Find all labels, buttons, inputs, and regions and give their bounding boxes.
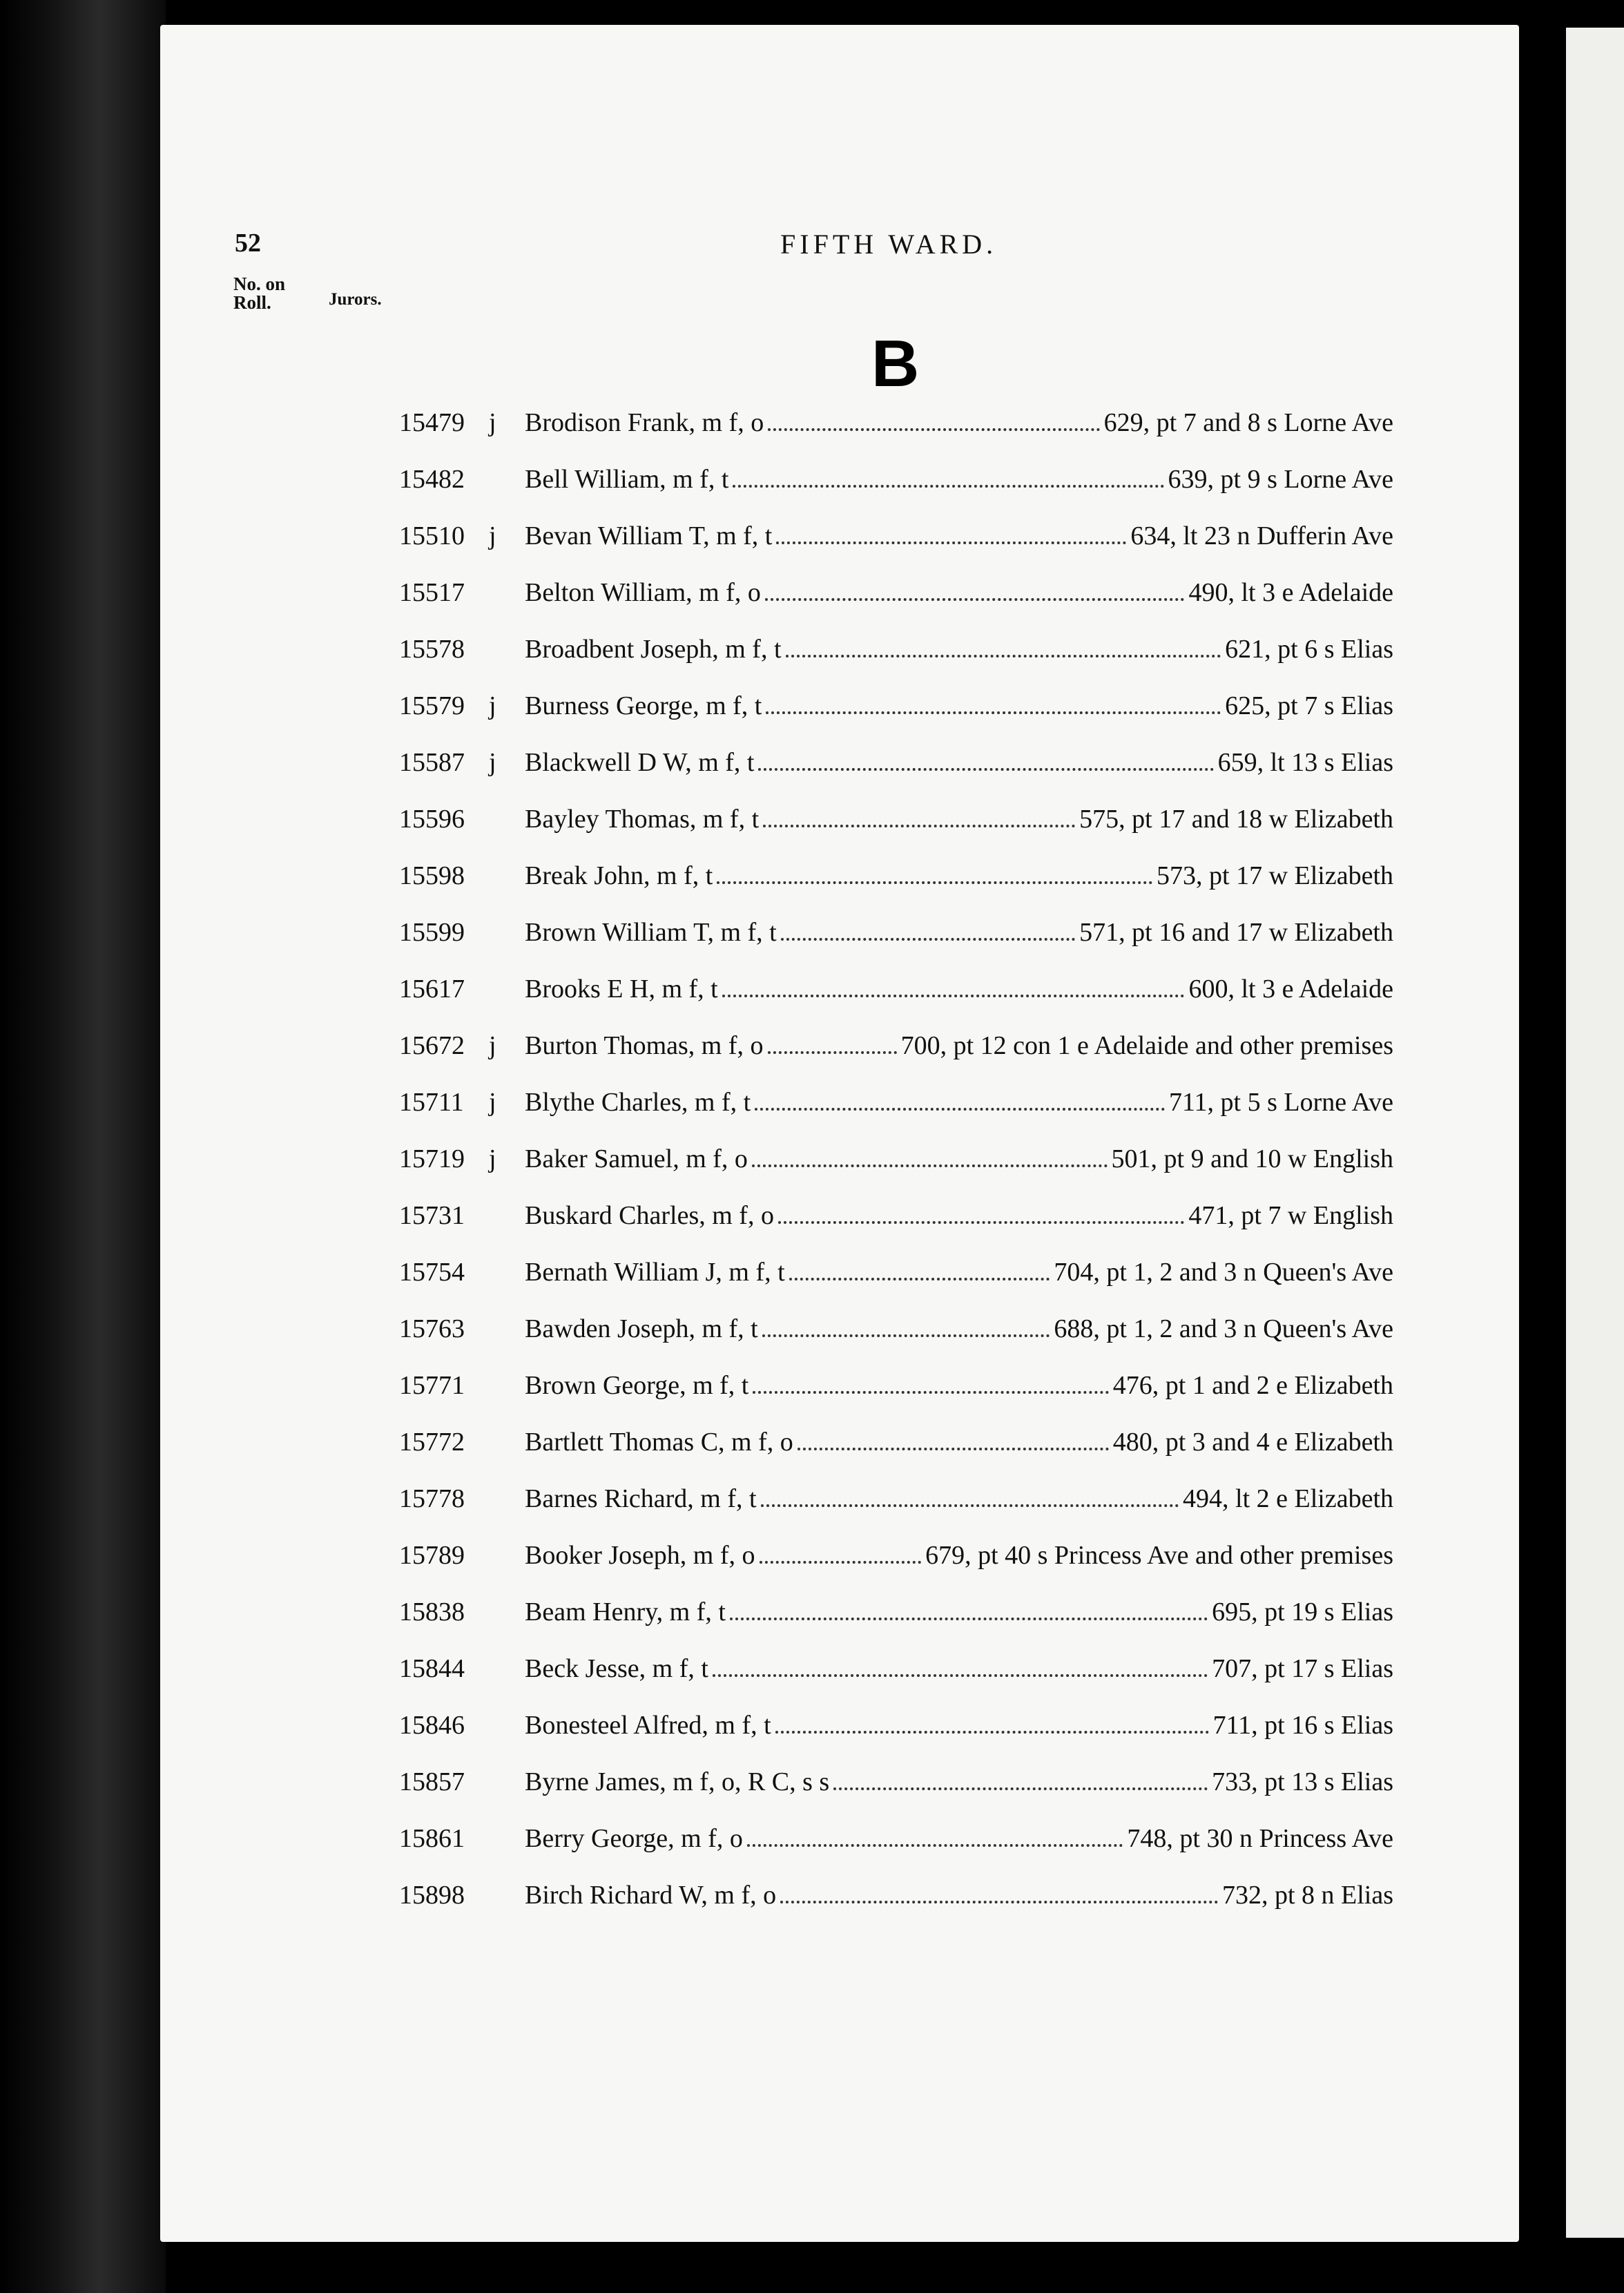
roll-number: 15479 bbox=[399, 408, 465, 437]
roll-number: 15598 bbox=[399, 861, 465, 890]
juror-mark: j bbox=[489, 691, 496, 720]
voter-name: Blackwell D W, m f, t bbox=[525, 748, 755, 777]
list-item bbox=[394, 974, 1402, 1030]
dot-leader bbox=[722, 977, 1185, 997]
dot-leader bbox=[789, 1260, 1050, 1280]
book-spine-shadow bbox=[0, 0, 166, 2293]
dot-leader bbox=[786, 637, 1221, 658]
voter-name: Burton Thomas, m f, o bbox=[525, 1031, 764, 1060]
voter-name: Bonesteel Alfred, m f, t bbox=[525, 1711, 771, 1740]
entry-description bbox=[525, 1314, 1393, 1344]
dot-leader bbox=[781, 920, 1075, 941]
voter-name: Berry George, m f, o bbox=[525, 1824, 743, 1853]
entry-description bbox=[525, 1710, 1393, 1740]
property-description: 476, pt 1 and 2 e Elizabeth bbox=[1112, 1371, 1393, 1400]
voter-name: Bevan William T, m f, t bbox=[525, 521, 773, 550]
roll-number: 15711 bbox=[399, 1088, 464, 1117]
juror-mark: j bbox=[489, 1144, 496, 1173]
entry-description bbox=[525, 521, 1393, 551]
property-description: 571, pt 16 and 17 w Elizabeth bbox=[1079, 918, 1393, 947]
property-description: 494, lt 2 e Elizabeth bbox=[1183, 1484, 1393, 1513]
property-description: 634, lt 23 n Dufferin Ave bbox=[1130, 521, 1393, 550]
list-item bbox=[394, 1540, 1402, 1597]
roll-number: 15771 bbox=[399, 1371, 465, 1400]
dot-leader bbox=[775, 1713, 1209, 1734]
entry-description bbox=[525, 1144, 1393, 1174]
entry-description bbox=[525, 861, 1393, 891]
list-item bbox=[394, 1144, 1402, 1200]
list-item bbox=[394, 804, 1402, 861]
dot-leader bbox=[768, 1033, 897, 1054]
voter-name: Brooks E H, m f, t bbox=[525, 975, 718, 1004]
voter-name: Bawden Joseph, m f, t bbox=[525, 1314, 758, 1343]
entry-description bbox=[525, 407, 1393, 438]
property-description: 621, pt 6 s Elias bbox=[1225, 635, 1393, 664]
voter-list bbox=[394, 407, 1402, 1937]
roll-number: 15587 bbox=[399, 748, 465, 777]
juror-mark: j bbox=[489, 748, 496, 777]
property-description: 711, pt 5 s Lorne Ave bbox=[1168, 1088, 1393, 1117]
list-item bbox=[394, 1087, 1402, 1144]
dot-leader bbox=[776, 524, 1126, 544]
entry-description bbox=[525, 917, 1393, 948]
property-description: 480, pt 3 and 4 e Elizabeth bbox=[1112, 1428, 1393, 1457]
dot-leader bbox=[755, 1090, 1165, 1111]
roll-number: 15596 bbox=[399, 805, 465, 834]
list-item bbox=[394, 747, 1402, 804]
entry-description bbox=[525, 1880, 1393, 1910]
list-item bbox=[394, 1823, 1402, 1880]
dot-leader bbox=[768, 410, 1099, 431]
voter-name: Barnes Richard, m f, t bbox=[525, 1484, 757, 1513]
list-item bbox=[394, 691, 1402, 747]
property-description: 490, lt 3 e Adelaide bbox=[1188, 578, 1393, 607]
entry-description bbox=[525, 1823, 1393, 1854]
roll-number: 15578 bbox=[399, 635, 465, 664]
entry-description bbox=[525, 634, 1393, 664]
roll-number: 15838 bbox=[399, 1598, 465, 1627]
property-description: 575, pt 17 and 18 w Elizabeth bbox=[1079, 805, 1393, 834]
roll-number: 15778 bbox=[399, 1484, 465, 1513]
dot-leader bbox=[798, 1430, 1109, 1450]
entry-description bbox=[525, 1257, 1393, 1287]
roll-number: 15772 bbox=[399, 1428, 465, 1457]
entry-description bbox=[525, 691, 1393, 721]
dot-leader bbox=[833, 1769, 1208, 1790]
list-item bbox=[394, 1427, 1402, 1484]
property-description: 659, lt 13 s Elias bbox=[1217, 748, 1393, 777]
property-description: 704, pt 1, 2 and 3 n Queen's Ave bbox=[1054, 1258, 1393, 1287]
entry-description bbox=[525, 1370, 1393, 1401]
dot-leader bbox=[780, 1883, 1218, 1903]
juror-mark: j bbox=[489, 1088, 496, 1117]
roll-number: 15898 bbox=[399, 1881, 465, 1910]
list-item bbox=[394, 1710, 1402, 1767]
list-item bbox=[394, 407, 1402, 464]
property-description: 600, lt 3 e Adelaide bbox=[1188, 975, 1393, 1004]
dot-leader bbox=[713, 1656, 1208, 1677]
voter-name: Buskard Charles, m f, o bbox=[525, 1201, 774, 1230]
dot-leader bbox=[758, 750, 1213, 771]
roll-number: 15763 bbox=[399, 1314, 465, 1343]
roll-number: 15861 bbox=[399, 1824, 465, 1853]
property-description: 471, pt 7 w English bbox=[1188, 1201, 1393, 1230]
voter-name: Bernath William J, m f, t bbox=[525, 1258, 785, 1287]
voter-name: Brown George, m f, t bbox=[525, 1371, 749, 1400]
dot-leader bbox=[747, 1826, 1123, 1847]
entry-description bbox=[525, 747, 1393, 778]
list-item bbox=[394, 1314, 1402, 1370]
dot-leader bbox=[752, 1146, 1108, 1167]
voter-name: Brown William T, m f, t bbox=[525, 918, 777, 947]
entry-description bbox=[525, 1540, 1393, 1571]
entry-description bbox=[525, 1030, 1393, 1061]
property-description: 711, pt 16 s Elias bbox=[1212, 1711, 1393, 1740]
property-description: 695, pt 19 s Elias bbox=[1212, 1598, 1393, 1627]
dot-leader bbox=[766, 693, 1221, 714]
list-item bbox=[394, 1767, 1402, 1823]
adjacent-page-edge bbox=[1566, 28, 1624, 2238]
dot-leader bbox=[753, 1373, 1108, 1394]
jurors-column-header: Jurors. bbox=[329, 290, 382, 309]
voter-name: Burness George, m f, t bbox=[525, 691, 762, 720]
dot-leader bbox=[763, 807, 1075, 827]
column-headers bbox=[233, 275, 413, 330]
list-item bbox=[394, 917, 1402, 974]
voter-name: Brodison Frank, m f, o bbox=[525, 408, 764, 437]
roll-number: 15579 bbox=[399, 691, 465, 720]
list-item bbox=[394, 861, 1402, 917]
entry-description bbox=[525, 1653, 1393, 1684]
list-item bbox=[394, 1370, 1402, 1427]
roll-number: 15857 bbox=[399, 1767, 465, 1796]
roll-number: 15846 bbox=[399, 1711, 465, 1740]
dot-leader bbox=[717, 863, 1152, 884]
entry-description bbox=[525, 1767, 1393, 1797]
list-item bbox=[394, 1484, 1402, 1540]
dot-leader bbox=[778, 1203, 1184, 1224]
juror-mark: j bbox=[489, 408, 496, 437]
voter-name: Bartlett Thomas C, m f, o bbox=[525, 1428, 793, 1457]
list-item bbox=[394, 1257, 1402, 1314]
voter-name: Byrne James, m f, o, R C, s s bbox=[525, 1767, 830, 1796]
roll-number: 15599 bbox=[399, 918, 465, 947]
list-item bbox=[394, 577, 1402, 634]
property-description: 688, pt 1, 2 and 3 n Queen's Ave bbox=[1054, 1314, 1393, 1343]
juror-mark: j bbox=[489, 521, 496, 550]
voter-name: Broadbent Joseph, m f, t bbox=[525, 635, 782, 664]
list-item bbox=[394, 634, 1402, 691]
roll-number: 15731 bbox=[399, 1201, 465, 1230]
property-description: 625, pt 7 s Elias bbox=[1225, 691, 1393, 720]
entry-description bbox=[525, 464, 1393, 495]
dot-leader bbox=[765, 580, 1185, 601]
roll-number: 15617 bbox=[399, 975, 465, 1004]
entry-description bbox=[525, 1087, 1393, 1117]
list-item bbox=[394, 1880, 1402, 1937]
dot-leader bbox=[761, 1486, 1179, 1507]
list-item bbox=[394, 1597, 1402, 1653]
roll-number: 15754 bbox=[399, 1258, 465, 1287]
voter-name: Break John, m f, t bbox=[525, 861, 713, 890]
voter-name: Blythe Charles, m f, t bbox=[525, 1088, 751, 1117]
dot-leader bbox=[733, 467, 1163, 488]
page-number: 52 bbox=[235, 229, 261, 258]
page-header bbox=[235, 228, 1367, 269]
roll-number: 15789 bbox=[399, 1541, 465, 1570]
dot-leader bbox=[762, 1316, 1050, 1337]
property-description: 733, pt 13 s Elias bbox=[1212, 1767, 1393, 1796]
property-description: 707, pt 17 s Elias bbox=[1212, 1654, 1393, 1683]
property-description: 679, pt 40 s Princess Ave and other premises bbox=[925, 1541, 1393, 1570]
voter-name: Baker Samuel, m f, o bbox=[525, 1144, 748, 1173]
juror-mark: j bbox=[489, 1031, 496, 1060]
property-description: 700, pt 12 con 1 e Adelaide and other premises bbox=[900, 1031, 1393, 1060]
entry-description bbox=[525, 974, 1393, 1004]
entry-description bbox=[525, 1484, 1393, 1514]
entry-description bbox=[525, 1200, 1393, 1231]
list-item bbox=[394, 1030, 1402, 1087]
voter-name: Bayley Thomas, m f, t bbox=[525, 805, 760, 834]
roll-column-header: No. on Roll. bbox=[233, 274, 286, 313]
roll-number: 15517 bbox=[399, 578, 465, 607]
property-description: 573, pt 17 w Elizabeth bbox=[1157, 861, 1393, 890]
list-item bbox=[394, 1653, 1402, 1710]
voter-name: Birch Richard W, m f, o bbox=[525, 1881, 777, 1910]
roll-number: 15672 bbox=[399, 1031, 465, 1060]
list-item bbox=[394, 1200, 1402, 1257]
roll-number: 15482 bbox=[399, 465, 465, 494]
roll-number: 15844 bbox=[399, 1654, 465, 1683]
section-letter: B bbox=[871, 327, 920, 401]
voter-name: Booker Joseph, m f, o bbox=[525, 1541, 755, 1570]
voter-name: Bell William, m f, t bbox=[525, 465, 729, 494]
entry-description bbox=[525, 577, 1393, 608]
entry-description bbox=[525, 1427, 1393, 1457]
roll-number: 15719 bbox=[399, 1144, 465, 1173]
dot-leader bbox=[760, 1543, 922, 1564]
voter-name: Belton William, m f, o bbox=[525, 578, 761, 607]
property-description: 639, pt 9 s Lorne Ave bbox=[1168, 465, 1393, 494]
list-item bbox=[394, 464, 1402, 521]
list-item bbox=[394, 521, 1402, 577]
property-description: 501, pt 9 and 10 w English bbox=[1111, 1144, 1393, 1173]
voter-name: Beam Henry, m f, t bbox=[525, 1598, 726, 1627]
property-description: 732, pt 8 n Elias bbox=[1221, 1881, 1393, 1910]
entry-description bbox=[525, 1597, 1393, 1627]
property-description: 629, pt 7 and 8 s Lorne Ave bbox=[1103, 408, 1393, 437]
entry-description bbox=[525, 804, 1393, 834]
page-title: FIFTH WARD. bbox=[780, 229, 998, 260]
voter-name: Beck Jesse, m f, t bbox=[525, 1654, 708, 1683]
dot-leader bbox=[730, 1600, 1208, 1620]
roll-number: 15510 bbox=[399, 521, 465, 550]
property-description: 748, pt 30 n Princess Ave bbox=[1127, 1824, 1393, 1853]
